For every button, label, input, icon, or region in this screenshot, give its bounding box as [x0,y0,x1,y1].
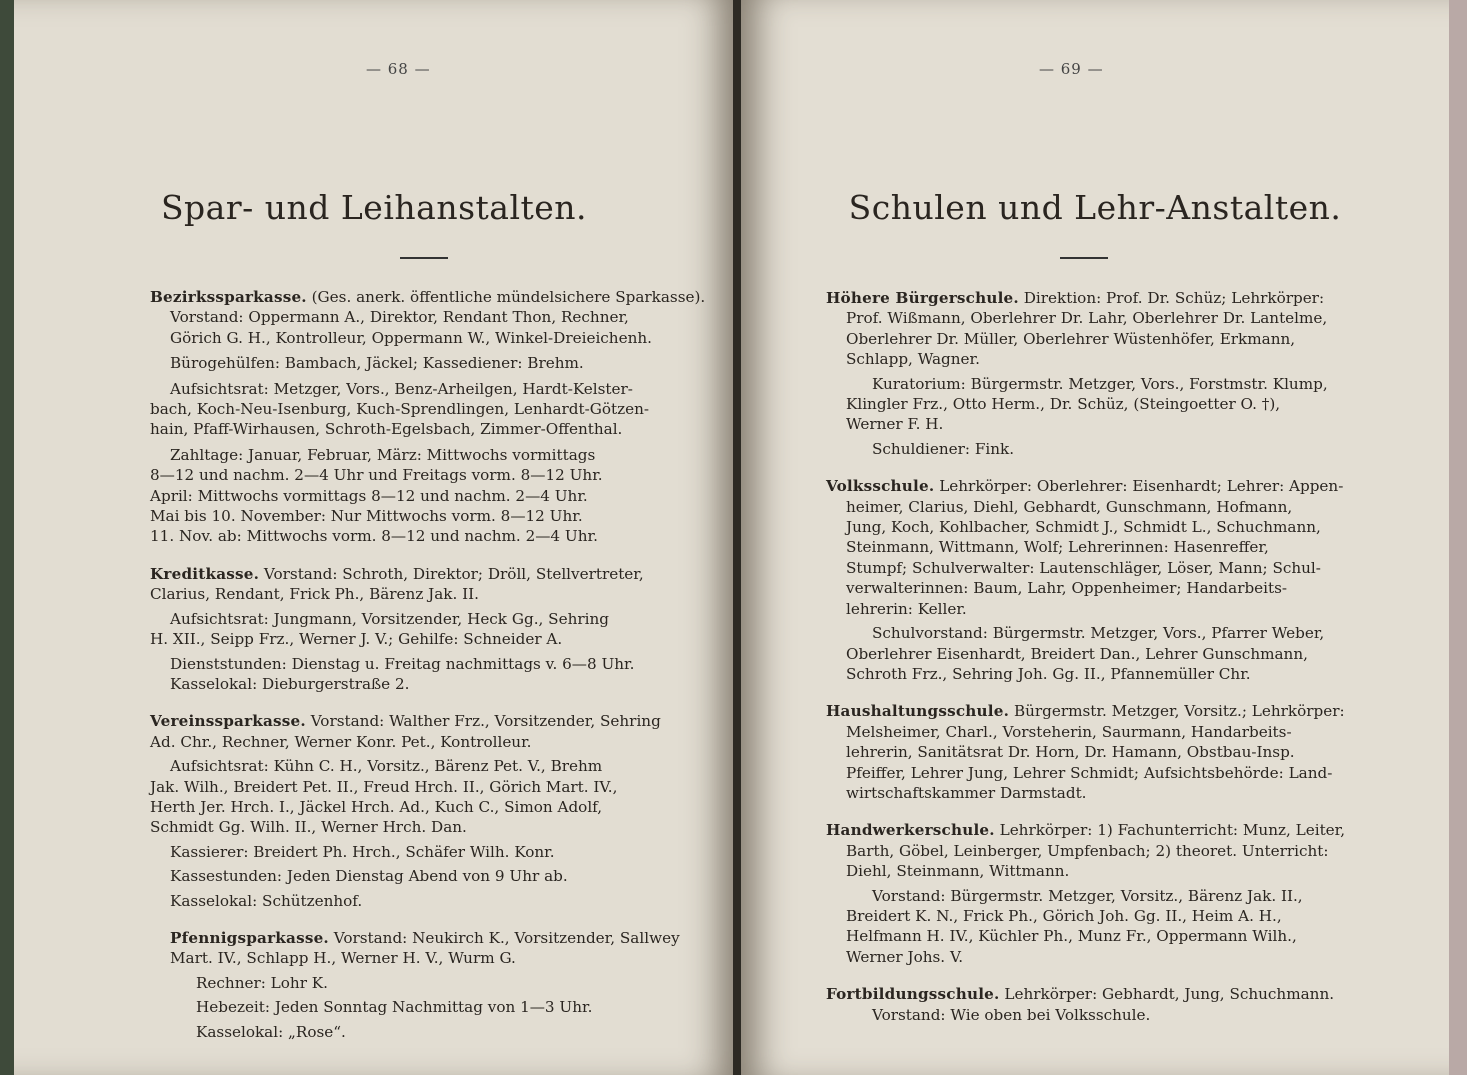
entry-line: 8—12 und nachm. 2—4 Uhr und Freitags vorm. 8—12 Uhr. [150,466,603,485]
entry-line: Bürogehülfen: Bambach, Jäckel; Kassediener: Brehm. [170,354,584,373]
entry-line: lehrerin: Keller. [846,599,967,618]
entry-line: Lehrkörper: 1) Fachunterricht: Munz, Leiter, [999,821,1346,840]
entry-line: Schuldiener: Fink. [872,439,1015,458]
right-body [826,288,1346,1034]
entry-line: Melsheimer, Charl., Vorsteherin, Saurmann, Handarbeits- [846,722,1292,741]
entry-head: Fortbildungsschule. [826,985,1000,1004]
entry-line: Jung, Koch, Kohlbacher, Schmidt J., Schmidt L., Schuchmann, [846,518,1321,537]
entry-head: Volksschule. [826,477,935,496]
entry-line: Herth Jer. Hrch. I., Jäckel Hrch. Ad., Kuch C., Simon Adolf, [150,797,603,816]
entry-head: Kreditkasse. [150,564,260,583]
entry-handwerkerschule [826,820,1346,967]
entry-line: Vorstand: Oppermann A., Direktor, Rendant Thon, Rechner, [170,308,629,327]
entry-line: verwalterinnen: Baum, Lahr, Oppenheimer; Handarbeits- [846,579,1288,598]
entry-line: H. XII., Seipp Frz., Werner J. V.; Gehilfe: Schneider A. [150,630,563,649]
entry-head: Vereinssparkasse. [150,712,306,731]
title-rule [1060,257,1108,259]
entry-line: lehrerin, Sanitätsrat Dr. Horn, Dr. Hamann, Obstbau-Insp. [846,743,1295,762]
entry-haushaltungsschule [826,701,1345,803]
entry-line: hain, Pfaff-Wirhausen, Schroth-Egelsbach, Zimmer-Offenthal. [150,420,623,439]
entry-head: Haushaltungsschule. [826,702,1010,721]
entry-line: Bürgermstr. Metzger, Vorsitz.; Lehrkörper: [1013,702,1345,721]
entry-line: Oberlehrer Eisenhardt, Breidert Dan., Lehrer Gunschmann, [846,644,1308,663]
entry-line: Helfmann H. IV., Küchler Ph., Munz Fr., Oppermann Wilh., [846,927,1297,946]
entry-line: Kuratorium: Bürgermstr. Metzger, Vors., Forstmstr. Klump, [872,374,1328,393]
book-edge [1449,0,1467,1075]
entry-line: Vorstand: Bürgermstr. Metzger, Vorsitz., Bärenz Jak. II., [872,886,1303,905]
entry-line: April: Mittwochs vormittags 8—12 und nachm. 2—4 Uhr. [150,486,588,505]
entry-line: Dienststunden: Dienstag u. Freitag nachmittags v. 6—8 Uhr. [170,654,635,673]
entry-volksschule [826,476,1344,684]
entry-line: Schlapp, Wagner. [846,350,980,369]
entry-line: Mart. IV., Schlapp H., Werner H. V., Wurm G. [170,949,516,968]
entry-line: Ad. Chr., Rechner, Werner Konr. Pet., Kontrolleur. [150,732,532,751]
entry-line: Breidert K. N., Frick Ph., Görich Joh. Gg. II., Heim A. H., [846,906,1282,925]
entry-line: heimer, Clarius, Diehl, Gebhardt, Gunschmann, Hofmann, [846,497,1293,516]
entry-line: Vorstand: Neukirch K., Vorsitzender, Sallwey [333,928,680,947]
entry-line: Aufsichtsrat: Kühn C. H., Vorsitz., Bärenz Pet. V., Brehm [170,757,603,776]
page-number-left: — 68 — [366,60,431,78]
entry-line: Rechner: Lohr K. [196,973,328,992]
left-page [14,0,735,1075]
entry-hoehere-buergerschule [826,288,1341,459]
entry-line: 11. Nov. ab: Mittwochs vorm. 8—12 und nachm. 2—4 Uhr. [150,527,598,546]
entry-line: Werner Johs. V. [846,947,964,966]
entry-line: Kasselokal: Dieburgerstraße 2. [170,674,410,693]
page-number-right: — 69 — [1039,60,1104,78]
page-title-left: Spar- und Leihanstalten. [160,188,588,227]
entry-line: Klingler Frz., Otto Herm., Dr. Schüz, (Steingoetter O. †), [846,395,1281,414]
entry-head: Höhere Bürgerschule. [826,289,1019,307]
entry-line: Kasselokal: „Rose“. [196,1022,346,1041]
entry-line: Werner F. H. [846,415,944,434]
entry-head: Bezirkssparkasse. [150,288,307,306]
entry-line: Schroth Frz., Sehring Joh. Gg. II., Pfannemüller Chr. [846,664,1251,683]
entry-line: Kasselokal: Schützenhof. [170,891,363,910]
entry-line: Diehl, Steinmann, Wittmann. [846,862,1070,881]
entry-line: Barth, Göbel, Leinberger, Umpfenbach; 2) theoret. Unterricht: [846,841,1329,860]
entry-fortbildungsschule [826,984,1341,1025]
entry-kreditkasse [150,564,680,694]
entry-line: bach, Koch-Neu-Isenburg, Kuch-Sprendlingen, Lenhardt-Götzen- [150,400,650,419]
left-body [150,287,706,1051]
entry-pfennigsparkasse [150,928,680,1042]
entry-line: Schmidt Gg. Wilh. II., Werner Hrch. Dan. [150,818,467,837]
entry-line: Prof. Wißmann, Oberlehrer Dr. Lahr, Oberlehrer Dr. Lantelme, [846,309,1328,328]
entry-line: Clarius, Rendant, Frick Ph., Bärenz Jak. II. [150,585,479,604]
title-rule [400,257,448,259]
entry-line: Lehrkörper: Oberlehrer: Eisenhardt; Lehrer: Appen- [939,477,1344,496]
entry-line: (Ges. anerk. öffentliche mündelsichere Sparkasse). [311,288,706,306]
entry-line: Lehrkörper: Gebhardt, Jung, Schuchmann. [1004,985,1335,1004]
entry-head: Pfennigsparkasse. [170,928,329,947]
right-page [741,0,1449,1075]
entry-line: Vorstand: Wie oben bei Volksschule. [872,1005,1151,1024]
entry-vereinssparkasse [150,711,680,911]
entry-line: Schulvorstand: Bürgermstr. Metzger, Vors., Pfarrer Weber, [872,624,1325,643]
entry-line: Jak. Wilh., Breidert Pet. II., Freud Hrch. II., Görich Mart. IV., [150,777,618,796]
entry-line: Vorstand: Schroth, Direktor; Dröll, Stellvertreter, [263,564,644,583]
entry-line: Hebezeit: Jeden Sonntag Nachmittag von 1—3 Uhr. [196,998,593,1017]
entry-line: Vorstand: Walther Frz., Vorsitzender, Sehring [310,712,661,731]
entry-line: Pfeiffer, Lehrer Jung, Lehrer Schmidt; Aufsichtsbehörde: Land- [846,763,1333,782]
entry-line: Mai bis 10. November: Nur Mittwochs vorm. 8—12 Uhr. [150,507,583,526]
entry-line: Aufsichtsrat: Metzger, Vors., Benz-Arheilgen, Hardt-Kelster- [170,379,633,398]
entry-head: Handwerkerschule. [826,821,995,840]
entry-line: wirtschaftskammer Darmstadt. [846,783,1087,802]
entry-line: Kassierer: Breidert Ph. Hrch., Schäfer Wilh. Konr. [170,842,555,861]
entry-line: Direktion: Prof. Dr. Schüz; Lehrkörper: [1023,289,1325,307]
entry-line: Stumpf; Schulverwalter: Lautenschläger, Löser, Mann; Schul- [846,558,1321,577]
entry-line: Aufsichtsrat: Jungmann, Vorsitzender, Heck Gg., Sehring [170,609,609,628]
entry-bezirkssparkasse [150,287,706,547]
entry-line: Zahltage: Januar, Februar, März: Mittwochs vormittags [170,445,596,464]
entry-line: Oberlehrer Dr. Müller, Oberlehrer Wüstenhöfer, Erkmann, [846,329,1296,348]
entry-line: Steinmann, Wittmann, Wolf; Lehrerinnen: Hasenreffer, [846,538,1269,557]
entry-line: Kassestunden: Jeden Dienstag Abend von 9 Uhr ab. [170,867,568,886]
page-title-right: Schulen und Lehr-Anstalten. [848,188,1342,227]
entry-line: Görich G. H., Kontrolleur, Oppermann W., Winkel-Dreieichenh. [170,328,652,347]
